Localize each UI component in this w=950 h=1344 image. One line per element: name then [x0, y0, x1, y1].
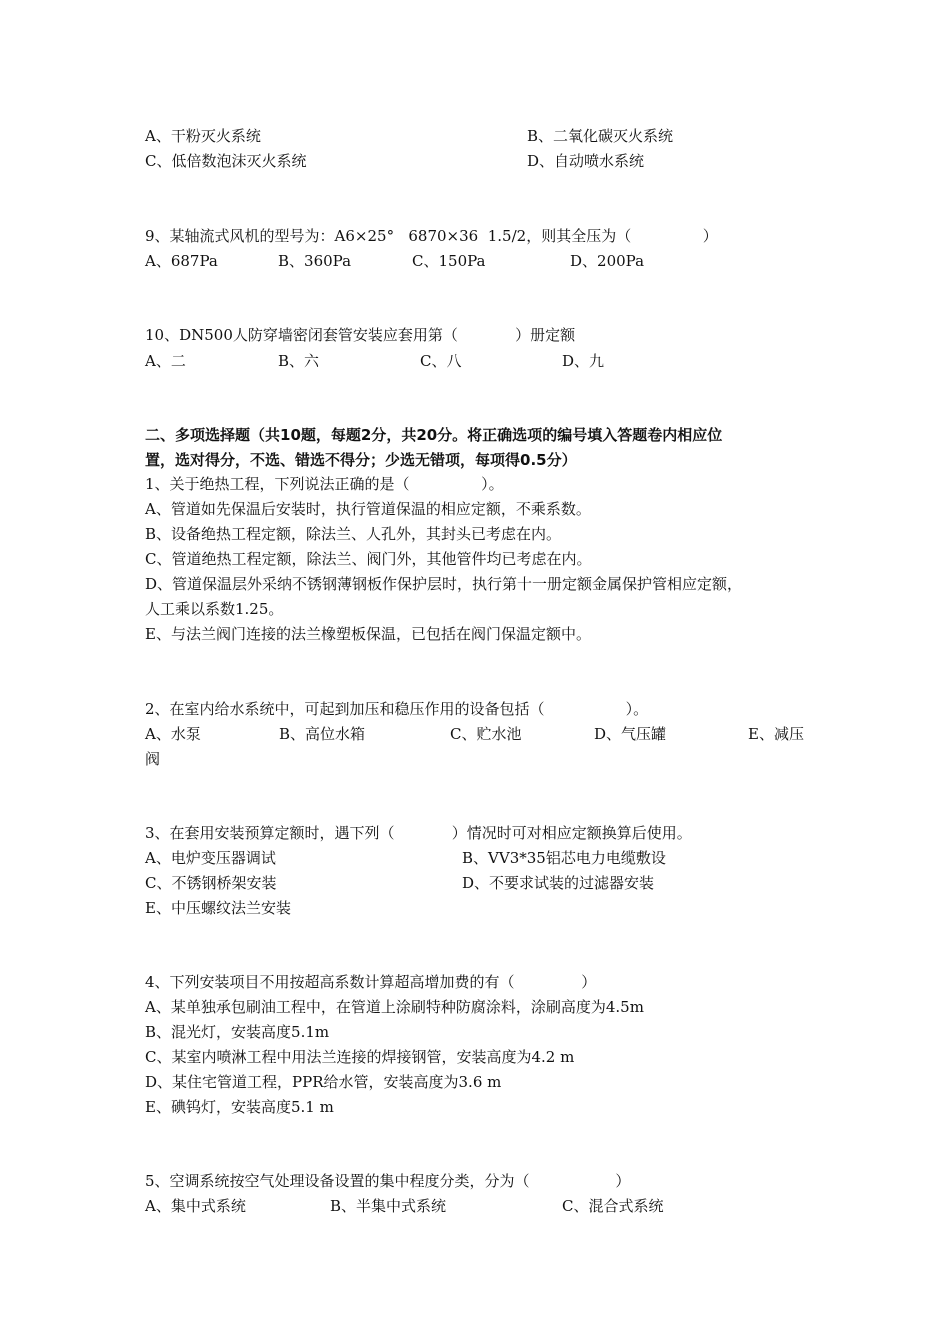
mc-question-5-stem: 5、空调系统按空气处理设备设置的集中程度分类，分为（ ）	[145, 1172, 631, 1190]
mc-question-1-option-d: D、管道保温层外采纳不锈钢薄钢板作保护层时，执行第十一册定额金属保护管相应定额，	[145, 575, 743, 593]
mc-question-3-stem: 3、在套用安装预算定额时，遇下列（ ）情况时可对相应定额换算后使用。	[145, 824, 692, 842]
option-b: B、二氧化碳灭火系统	[527, 127, 674, 145]
mc-question-2-option-d: D、气压罐	[594, 725, 667, 743]
mc-question-1-option-b: B、设备绝热工程定额，除法兰、人孔外，其封头已考虑在内。	[145, 525, 562, 543]
question-10-option-a: A、二	[145, 352, 186, 370]
mc-question-2-option-e: E、减压	[748, 725, 804, 743]
question-9-option-c: C、150Pa	[412, 252, 486, 270]
section-heading-line-1: 二、多项选择题（共10题，每题2分，共20分。将正确选项的编号填入答题卷内相应位	[145, 426, 723, 444]
mc-question-4-option-b: B、混光灯，安装高度5.1m	[145, 1023, 330, 1041]
mc-question-4-option-a: A、某单独承包刷油工程中，在管道上涂刷特种防腐涂料，涂刷高度为4.5m	[145, 998, 644, 1016]
mc-question-2-option-e-cont: 阀	[145, 750, 161, 768]
question-9-stem: 9、某轴流式风机的型号为：A6×25° 6870×36 1.5/2，则其全压为（ ）	[145, 227, 718, 245]
mc-question-1-stem: 1、关于绝热工程，下列说法正确的是（ ）。	[145, 475, 504, 493]
mc-question-1-option-a: A、管道如先保温后安装时，执行管道保温的相应定额，不乘系数。	[145, 500, 591, 518]
mc-question-2-option-b: B、高位水箱	[279, 725, 366, 743]
mc-question-3-option-c: C、不锈钢桥架安装	[145, 874, 277, 892]
mc-question-3-option-d: D、不要求试装的过滤器安装	[462, 874, 655, 892]
question-9-option-a: A、687Pa	[145, 252, 218, 270]
mc-question-2-stem: 2、在室内给水系统中，可起到加压和稳压作用的设备包括（ ）。	[145, 700, 649, 718]
mc-question-3-option-b: B、VV3*35铝芯电力电缆敷设	[462, 849, 666, 867]
mc-question-3-option-e: E、中压螺纹法兰安装	[145, 899, 291, 917]
mc-question-5-option-b: B、半集中式系统	[330, 1197, 447, 1215]
mc-question-1-option-e: E、与法兰阀门连接的法兰橡塑板保温，已包括在阀门保温定额中。	[145, 625, 591, 643]
option-d: D、自动喷水系统	[527, 152, 645, 170]
mc-question-4-option-d: D、某住宅管道工程，PPR给水管，安装高度为3.6 m	[145, 1073, 502, 1091]
question-10-option-c: C、八	[420, 352, 462, 370]
mc-question-4-option-e: E、碘钨灯，安装高度5.1 m	[145, 1098, 334, 1116]
mc-question-4-option-c: C、某室内喷淋工程中用法兰连接的焊接钢管，安装高度为4.2 m	[145, 1048, 575, 1066]
mc-question-5-option-c: C、混合式系统	[562, 1197, 664, 1215]
option-a: A、干粉灭火系统	[145, 127, 261, 145]
question-10-stem: 10、DN500人防穿墙密闭套管安装应套用第（ ）册定额	[145, 326, 576, 344]
section-heading-line-2: 置，选对得分，不选、错选不得分；少选无错项，每项得0.5分）	[145, 451, 577, 469]
mc-question-2-option-c: C、贮水池	[450, 725, 522, 743]
option-c: C、低倍数泡沫灭火系统	[145, 152, 307, 170]
mc-question-1-option-d-cont: 人工乘以系数1.25。	[145, 600, 284, 618]
mc-question-5-option-a: A、集中式系统	[145, 1197, 246, 1215]
mc-question-3-option-a: A、电炉变压器调试	[145, 849, 276, 867]
mc-question-1-option-c: C、管道绝热工程定额，除法兰、阀门外，其他管件均已考虑在内。	[145, 550, 592, 568]
question-10-option-b: B、六	[278, 352, 320, 370]
question-10-option-d: D、九	[562, 352, 605, 370]
mc-question-4-stem: 4、下列安装项目不用按超高系数计算超高增加费的有（ ）	[145, 973, 597, 991]
mc-question-2-option-a: A、水泵	[145, 725, 201, 743]
question-9-option-b: B、360Pa	[278, 252, 352, 270]
question-9-option-d: D、200Pa	[570, 252, 645, 270]
